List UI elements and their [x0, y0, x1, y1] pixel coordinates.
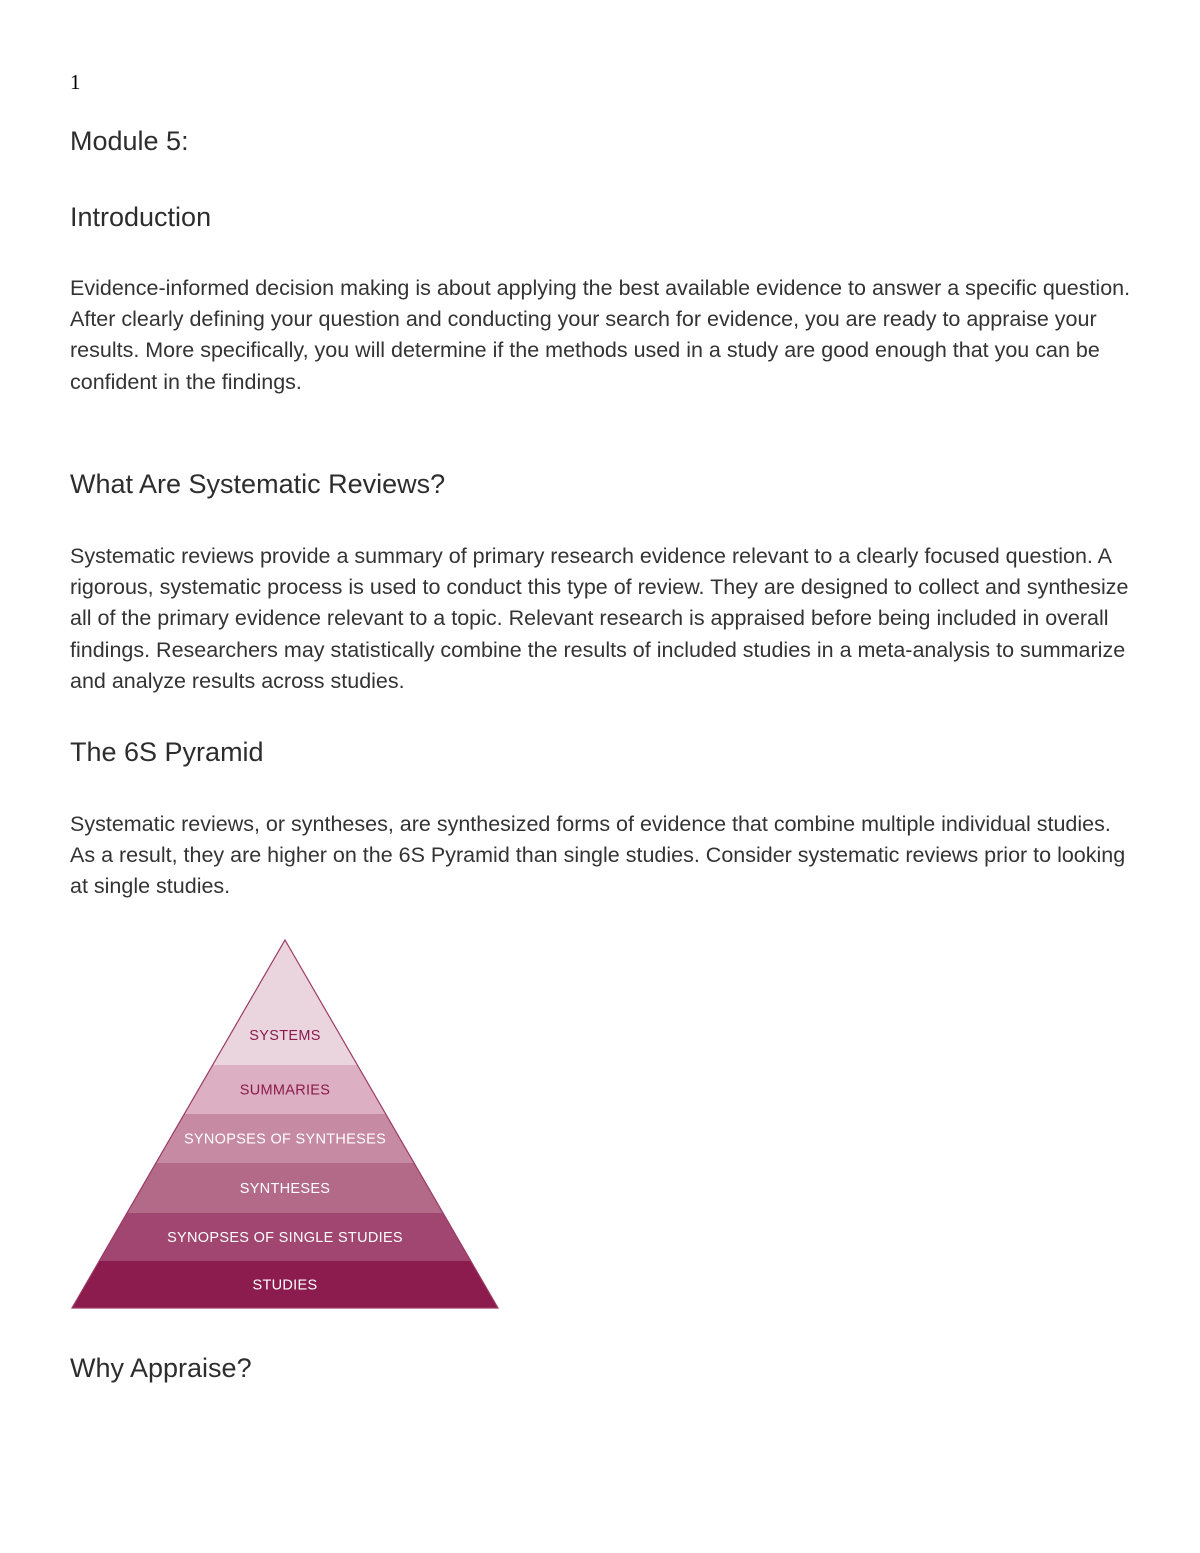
why-appraise-heading: Why Appraise? [70, 1353, 252, 1383]
pyramid-level-label: SYSTEMS [249, 1028, 321, 1044]
pyramid-level-band [213, 940, 358, 1065]
introduction-heading: Introduction [70, 202, 212, 232]
pyramid-level-label: SYNOPSES OF SINGLE STUDIES [167, 1230, 403, 1246]
module-title: Module 5: [70, 126, 189, 156]
pyramid-level-label: SYNTHESES [239, 1181, 331, 1197]
pyramid-level-label: STUDIES [252, 1277, 318, 1294]
pyramid-level-label: SUMMARIES [239, 1082, 331, 1099]
systematic-reviews-paragraph: Systematic reviews provide a summary of primary research evidence relevant to a clearly focused question. A rigorous, systematic process is used to conduct this type of review. They are designed to collect and synthesize all of the primary evidence relevant to a topic. Relevant research is appraised before being included in overall findings. Researchers may statistically combine the results of included studies in a meta-analysis to summarize and analyze results across studies. [70, 544, 1129, 693]
six-s-pyramid-diagram [60, 930, 510, 1320]
pyramid-paragraph: Systematic reviews, or syntheses, are synthesized forms of evidence that combine multiple individual studies. As a result, they are higher on the 6S Pyramid than single studies. Consider systematic reviews prior to looking at single studies. [70, 812, 1126, 899]
systematic-reviews-heading: What Are Systematic Reviews? [70, 469, 446, 499]
introduction-paragraph: Evidence-informed decision making is about applying the best available evidence to answer a specific question. After clearly defining your question and conducting your search for evidence, you are ready to appraise your results. More specifically, you will determine if the methods used in a study are good enough that you can be confident in the findings. [70, 276, 1131, 394]
pyramid-heading: The 6S Pyramid [70, 737, 264, 767]
pyramid-level-label: SYNOPSES OF SYNTHESES [183, 1131, 387, 1148]
page-number: 1 [70, 70, 81, 94]
